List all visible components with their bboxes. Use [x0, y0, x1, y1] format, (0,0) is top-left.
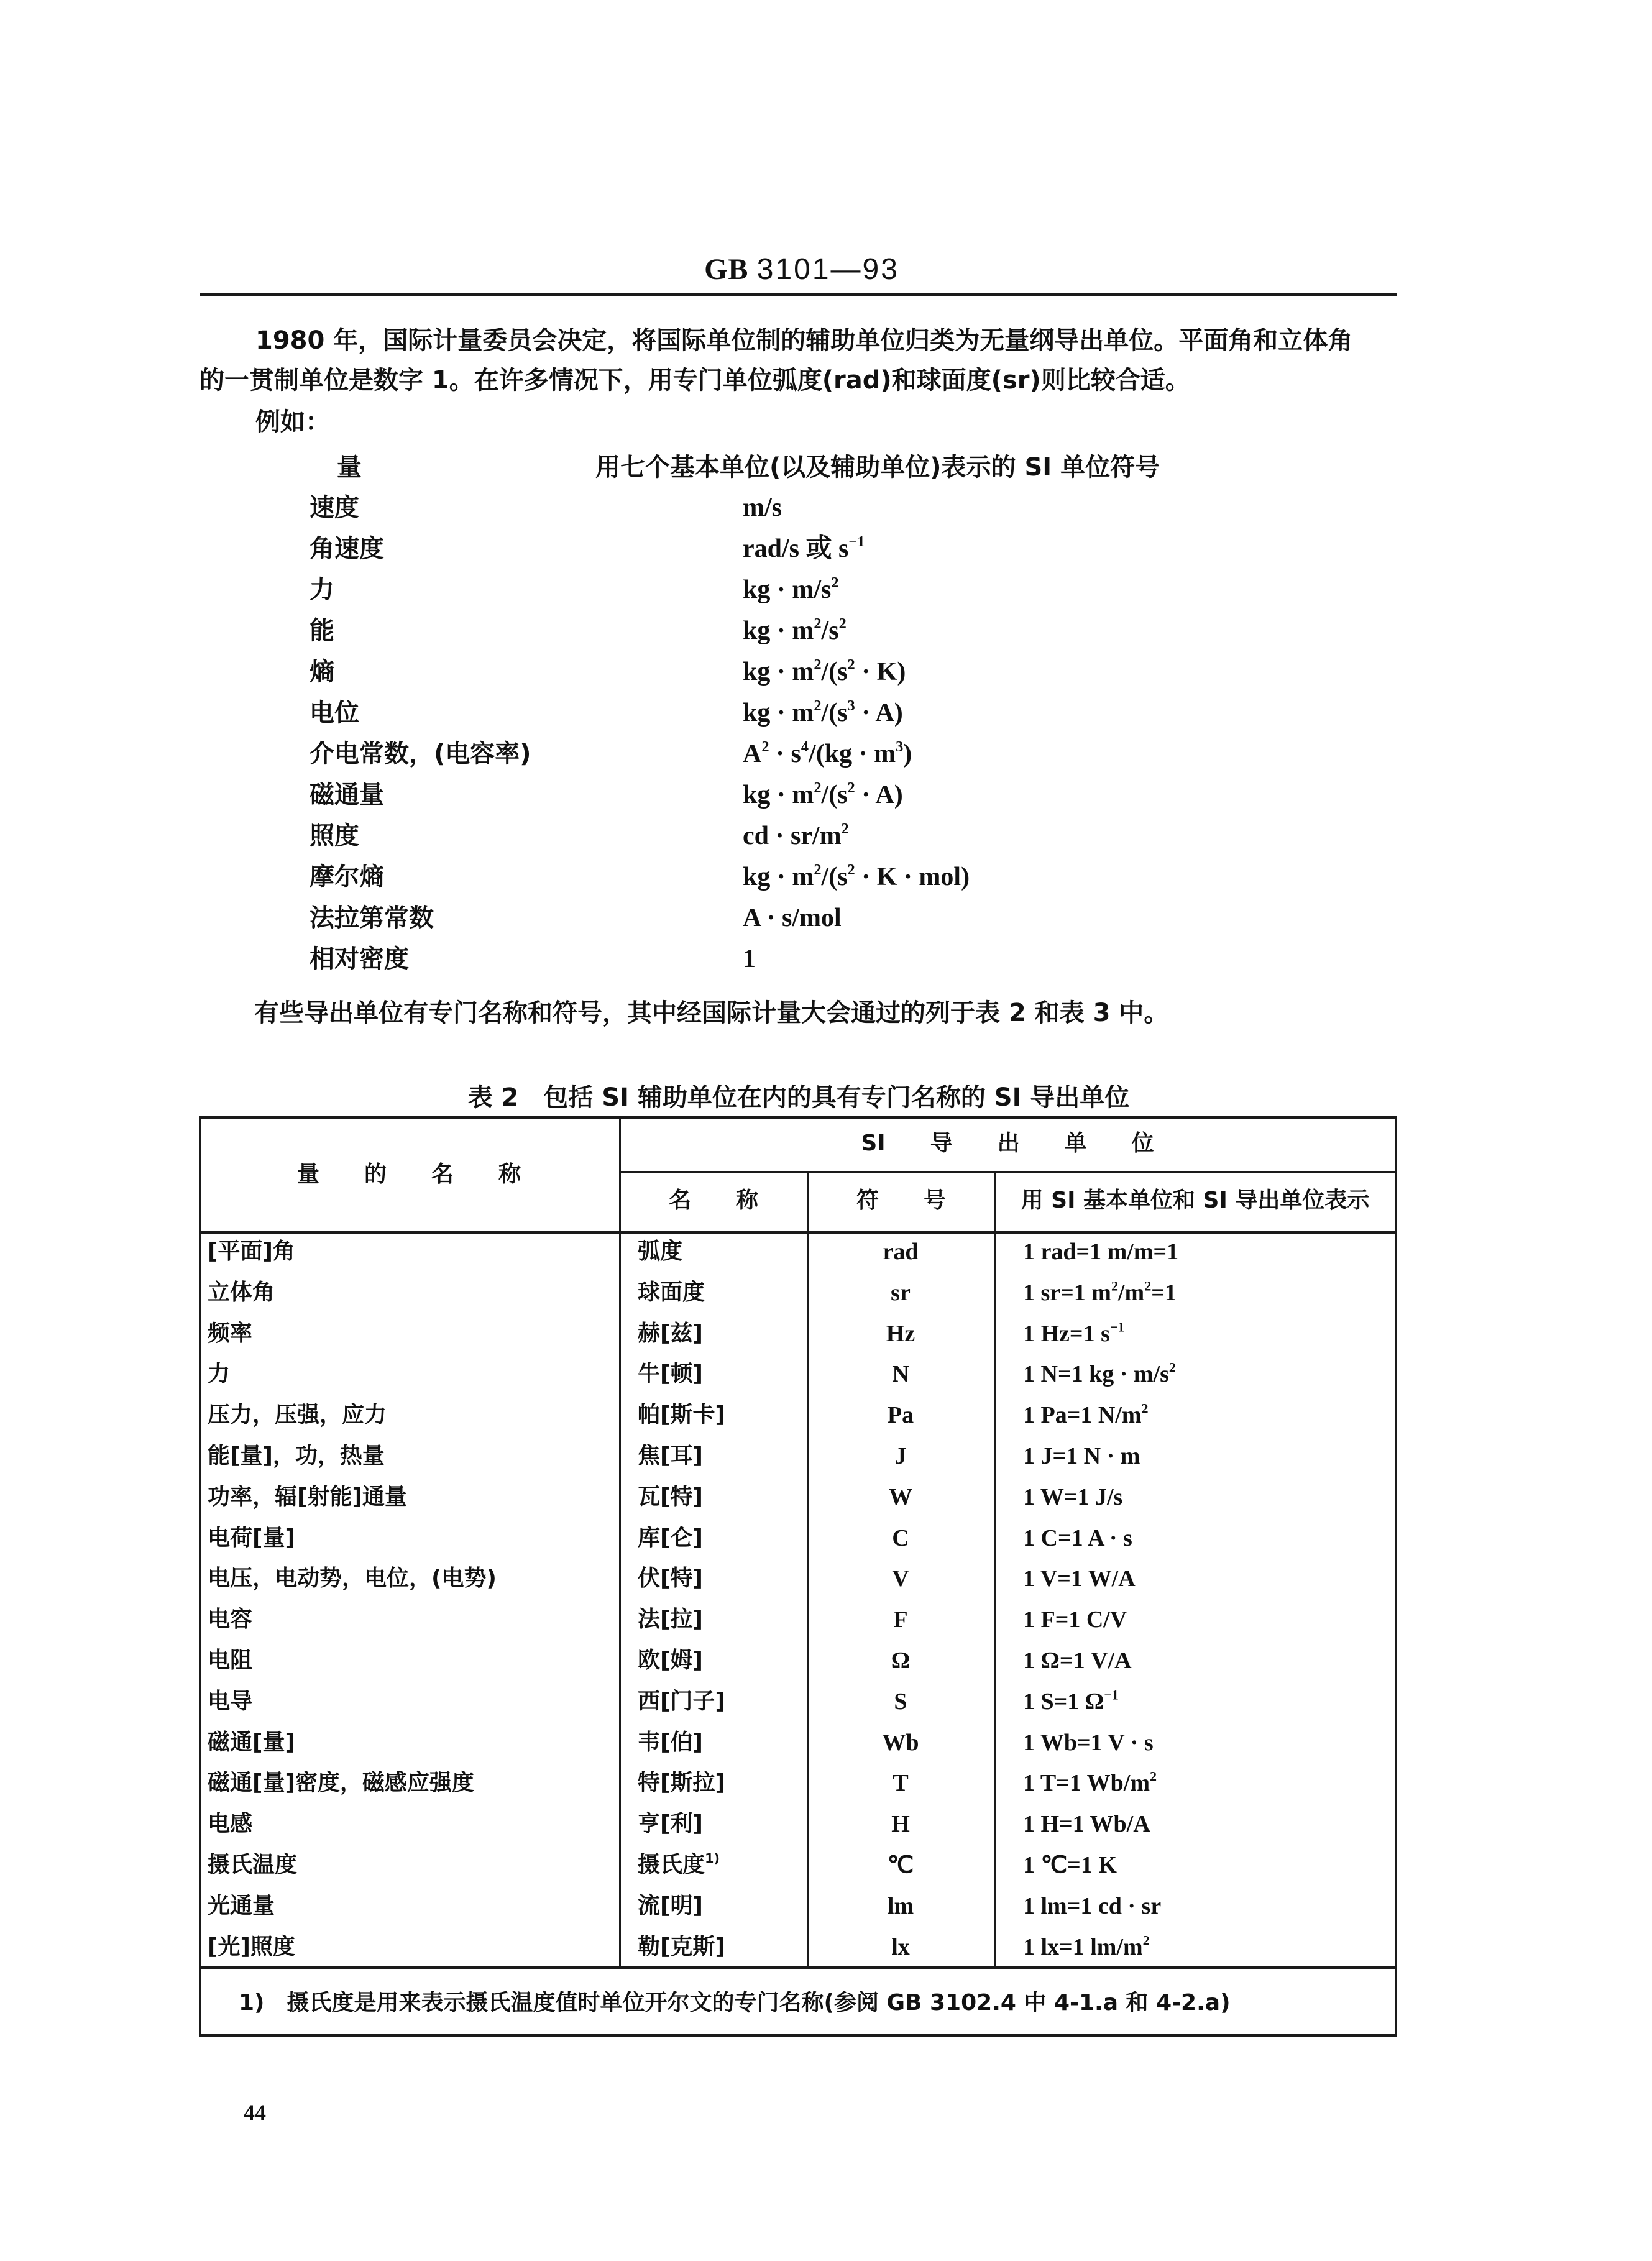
example-row — [0, 821, 1181, 851]
example-header-quantity: 量 — [337, 453, 362, 482]
example-unit-symbol: cd · $sr/m^2$ — [743, 820, 849, 850]
example-list-header — [0, 452, 1181, 482]
table-cell-unit-symbol: rad — [883, 1239, 919, 1265]
example-row — [0, 944, 1181, 974]
table-col-divider-1 — [619, 1116, 621, 1968]
table-cell-unit-name: 伏[特] — [638, 1566, 703, 1591]
table-cell-quantity: 力 — [208, 1361, 231, 1387]
example-quantity: 能 — [310, 617, 334, 645]
table-cell-unit-symbol: F — [893, 1607, 908, 1633]
header-unit-symbol: 符 号 — [856, 1188, 946, 1213]
table-cell-unit-name: 焦[耳] — [638, 1443, 703, 1469]
example-unit-symbol: rad/s 或 $s^{-1}$ — [743, 533, 865, 563]
table-cell-unit-name: 欧[姆] — [638, 1648, 703, 1673]
example-unit-symbol: kg · $m^2/(s^3 \cdot A)$ — [743, 697, 903, 727]
table-cell-expression: 1 J=1 N · m — [1023, 1443, 1140, 1469]
table-cell-expression: 1 S=1 $\Omega^{-1}$ — [1023, 1687, 1119, 1715]
table-cell-unit-symbol: C — [892, 1525, 909, 1551]
table-cell-expression: 1 N=1 kg · $m/s^2$ — [1023, 1359, 1176, 1387]
example-row — [0, 534, 1181, 564]
table-cell-quantity: 电压，电动势，电位，(电势) — [208, 1566, 497, 1591]
table-cell-unit-name: 勒[克斯] — [638, 1934, 725, 1960]
table-cell-unit-symbol: T — [893, 1770, 909, 1796]
table-cell-expression: 1 C=1 A · s — [1023, 1525, 1132, 1551]
table-cell-quantity: 光通量 — [208, 1893, 275, 1919]
table-cell-unit-name: 西[门子] — [638, 1689, 725, 1714]
table-border-left — [199, 1116, 201, 2037]
table-cell-expression: 1 H=1 Wb/A — [1023, 1811, 1150, 1837]
example-unit-symbol: kg · $m^2/(s^2 \cdot K \cdot mol)$ — [743, 861, 970, 891]
example-row — [0, 493, 1181, 523]
example-unit-symbol: kg · $m^2/s^2$ — [743, 615, 847, 645]
example-unit-symbol: $A^2 \cdot s^4/(kg \cdot m^3)$ — [743, 738, 912, 768]
table-cell-quantity: 电容 — [208, 1607, 253, 1632]
standard-prefix: GB — [704, 253, 749, 286]
table-cell-quantity: 能[量]，功，热量 — [208, 1443, 385, 1469]
document-header — [0, 254, 1604, 286]
example-label: 例如： — [255, 408, 330, 436]
example-unit-symbol: kg · $m^2/(s^2 \cdot A)$ — [743, 779, 903, 809]
example-quantity: 相对密度 — [310, 945, 409, 973]
table-cell-unit-name: 特[斯拉] — [638, 1770, 725, 1796]
standard-number: 3101—93 — [756, 253, 899, 286]
page-number: 44 — [244, 2100, 266, 2125]
table-cell-unit-symbol: Hz — [886, 1321, 915, 1347]
example-unit-symbol: kg · $m^2/(s^2 \cdot K)$ — [743, 656, 906, 686]
table-cell-unit-symbol: V — [892, 1566, 909, 1592]
table-cell-unit-symbol: sr — [891, 1280, 911, 1306]
table-cell-unit-name: 帕[斯卡] — [638, 1402, 725, 1428]
table-cell-unit-name: 瓦[特] — [638, 1484, 703, 1510]
table-cell-expression: 1 V=1 W/A — [1023, 1566, 1136, 1592]
table-subheader-rule — [619, 1171, 1396, 1173]
table-cell-quantity: 电阻 — [208, 1648, 253, 1673]
header-expression: 用 SI 基本单位和 SI 导出单位表示 — [1021, 1188, 1370, 1213]
table-cell-quantity: 电荷[量] — [208, 1525, 295, 1551]
table-cell-unit-name: 亨[利] — [638, 1811, 703, 1837]
table-cell-unit-symbol: Pa — [887, 1402, 914, 1428]
example-quantity: 力 — [310, 576, 334, 604]
example-row — [0, 657, 1181, 687]
table-cell-expression: 1 rad=1 m/m=1 — [1023, 1239, 1179, 1265]
example-quantity: 电位 — [310, 699, 359, 727]
example-row — [0, 780, 1181, 810]
example-quantity: 速度 — [310, 493, 359, 522]
table-cell-expression: 1 lx=1 $lm/m^2$ — [1023, 1932, 1150, 1960]
intro-line-2: 的一贯制单位是数字 1。在许多情况下，用专门单位弧度(rad)和球面度(sr)则比较合适。 — [200, 366, 1190, 395]
example-quantity: 照度 — [310, 822, 359, 850]
header-si-derived-unit: SI 导 出 单 位 — [861, 1130, 1154, 1156]
header-rule — [200, 293, 1397, 296]
table-cell-quantity: 磁通[量] — [208, 1730, 295, 1755]
table-cell-unit-symbol: H — [891, 1811, 910, 1837]
table-border-top — [199, 1116, 1397, 1119]
example-row — [0, 739, 1181, 769]
table-caption: 表 2 包括 SI 辅助单位在内的具有专门名称的 SI 导出单位 — [467, 1083, 1130, 1112]
table-cell-unit-symbol: S — [894, 1689, 907, 1715]
table-cell-unit-symbol: W — [889, 1484, 912, 1510]
table-border-bottom — [199, 2034, 1397, 2037]
table-footnote: 1) 摄氏度是用来表示摄氏温度值时单位开尔文的专门名称(参阅 GB 3102.4 中 4-1.a 和 4-2.a) — [239, 1990, 1231, 2016]
table-cell-expression: 1 F=1 C/V — [1023, 1607, 1127, 1633]
table-cell-quantity: 压力，压强，应力 — [208, 1402, 387, 1428]
example-quantity: 磁通量 — [310, 781, 384, 809]
example-quantity: 熵 — [310, 658, 334, 686]
example-unit-symbol: m/s — [743, 493, 782, 522]
example-row — [0, 903, 1181, 933]
table-cell-unit-symbol: lm — [887, 1893, 914, 1919]
table-cell-expression: 1 sr=1 $m^2/m^2=1$ — [1023, 1278, 1177, 1306]
table-cell-unit-name: 摄氏度$^{1)}$ — [638, 1851, 720, 1878]
table-cell-quantity: [平面]角 — [208, 1239, 295, 1264]
example-row — [0, 575, 1181, 605]
example-row — [0, 862, 1181, 892]
example-unit-symbol: A · s/mol — [743, 904, 842, 932]
table-cell-unit-name: 法[拉] — [638, 1607, 703, 1632]
example-header-symbol: 用七个基本单位(以及辅助单位)表示的 SI 单位符号 — [595, 453, 1160, 482]
table-cell-unit-name: 流[明] — [638, 1893, 703, 1919]
example-unit-symbol: 1 — [743, 945, 756, 973]
example-row — [0, 616, 1181, 646]
table-header-rule — [199, 1231, 1397, 1234]
table-cell-expression: 1 Hz=1 $s^{-1}$ — [1023, 1319, 1125, 1347]
table-cell-unit-name: 牛[顿] — [638, 1361, 703, 1387]
example-quantity: 摩尔熵 — [310, 863, 384, 891]
table-cell-quantity: 频率 — [208, 1321, 253, 1346]
example-quantity: 角速度 — [310, 534, 384, 563]
example-quantity: 法拉第常数 — [310, 904, 434, 932]
header-unit-name: 名 称 — [668, 1188, 758, 1213]
example-row — [0, 698, 1181, 728]
table-cell-unit-name: 韦[伯] — [638, 1730, 703, 1755]
table-cell-expression: 1 Wb=1 V · s — [1023, 1730, 1154, 1756]
table-cell-unit-symbol: N — [892, 1361, 909, 1387]
table-cell-expression: 1 ℃=1 K — [1023, 1852, 1117, 1878]
table-cell-quantity: 摄氏温度 — [208, 1852, 298, 1878]
table-col-divider-3 — [994, 1172, 996, 1968]
table-cell-expression: 1 Ω=1 V/A — [1023, 1648, 1132, 1674]
table-cell-expression: 1 Pa=1 $N/m^2$ — [1023, 1400, 1149, 1428]
example-quantity: 介电常数，(电容率) — [310, 740, 531, 768]
table-cell-quantity: 立体角 — [208, 1280, 275, 1305]
table-cell-quantity: 电导 — [208, 1689, 253, 1714]
table-cell-unit-name: 赫[兹] — [638, 1321, 703, 1346]
si-derived-units-table — [199, 1116, 1397, 2037]
table-cell-unit-symbol: Ω — [891, 1648, 911, 1674]
table-cell-quantity: 功率，辐[射能]通量 — [208, 1484, 407, 1510]
table-cell-unit-symbol: lx — [891, 1934, 910, 1960]
table-cell-quantity: 电感 — [208, 1811, 253, 1837]
transition-text: 有些导出单位有专门名称和符号，其中经国际计量大会通过的列于表 2 和表 3 中。 — [254, 999, 1169, 1027]
table-cell-expression: 1 lm=1 cd · sr — [1023, 1893, 1162, 1919]
example-unit-symbol: kg · $m/s^2$ — [743, 574, 839, 604]
table-cell-unit-symbol: Wb — [882, 1730, 919, 1756]
header-quantity-name: 量 的 名 称 — [296, 1162, 521, 1187]
table-cell-unit-name: 弧度 — [638, 1239, 683, 1264]
table-cell-unit-symbol: ℃ — [887, 1852, 914, 1878]
table-cell-expression: 1 T=1 $Wb/m^2$ — [1023, 1768, 1157, 1796]
table-cell-unit-symbol: J — [894, 1443, 907, 1469]
table-body-rule — [199, 1966, 1397, 1969]
intro-line-1: 1980 年，国际计量委员会决定，将国际单位制的辅助单位归类为无量纲导出单位。平面角和立体角 — [255, 326, 1353, 355]
table-cell-quantity: 磁通[量]密度，磁感应强度 — [208, 1770, 474, 1796]
table-border-right — [1395, 1116, 1397, 2037]
table-cell-unit-name: 库[仑] — [638, 1525, 703, 1551]
table-cell-expression: 1 W=1 J/s — [1023, 1484, 1123, 1510]
table-cell-unit-name: 球面度 — [638, 1280, 705, 1305]
table-cell-quantity: [光]照度 — [208, 1934, 295, 1960]
